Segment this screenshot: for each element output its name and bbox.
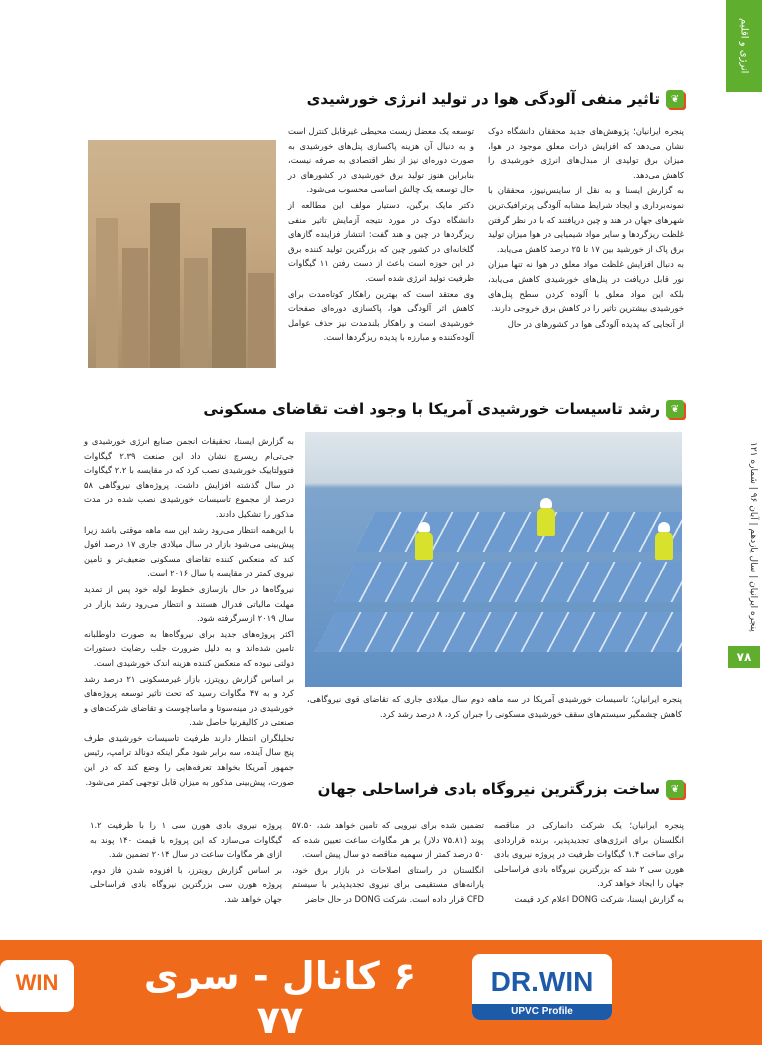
win-brand: WIN <box>15 970 59 995</box>
article3-column-2 <box>292 818 484 908</box>
paragraph: به گزارش ایسنا، شرکت DONG اعلام کرد قیمت <box>514 893 684 904</box>
drwin-logo <box>472 954 612 1020</box>
paragraph: تضمین شده برای نیرویی که تامین خواهد شد، ۵۷.۵۰ پوند (۷۵.۸۱ دلار) بر هر مگاوات ساعت تعیین شده که ۵۰ درصد کمتر از سهمیه مناقصه دو سال پیش است. <box>292 820 484 860</box>
footer-promo: ۶ کانال - سری ۷۷ <box>143 954 417 1042</box>
paragraph: به دنبال افزایش غلظت مواد معلق در هوا نه تنها میزان نور قابل دریافت در پنل‌های خورشیدی کاهش می‌یابد، بلکه این مواد معلق با آلوده کردن سطح پنل‌های خورشیدی بیشترین تاثیر را در کاهش برق خروجی دارند. <box>488 259 684 314</box>
article1-column-left <box>288 124 474 346</box>
article1-title: تاثیر منفی آلودگی هوا در تولید انرژی خورشیدی <box>306 90 660 108</box>
leaf-icon: ❦ <box>666 400 684 418</box>
article2-headline <box>203 400 684 418</box>
win-logo <box>0 960 74 1012</box>
paragraph: پنجره ایرانیان؛ یک شرکت دانمارکی در مناقصه انگلستان برای انرژی‌های تجدیدپذیر، برنده قراردادی برای ساخت ۱.۴ گیگاوات ظرفیت در پروژه نیروی بادی هورن سی ۲ شد که بزرگترین نیروگاه بادی فراساحلی جهان را ایجاد خواهد کرد. <box>494 820 684 889</box>
paragraph: نیروگاه‌ها در حال بازسازی خطوط لوله خود پس از تمدید مهلت مالیاتی فدرال هستند و انتظار می‌رود رشد بازار در سال ۲۰۱۹ ازسرگرفته شود. <box>84 583 294 624</box>
article1-column-right <box>488 124 684 332</box>
smog-city-photo <box>88 140 276 368</box>
paragraph: پنجره ایرانیان؛ پژوهش‌های جدید محققان دانشگاه دوک نشان می‌دهد که افزایش ذرات معلق موجود در هوا، میزان برق تولیدی از مبدل‌های انرژی خورشیدی را کاهش می‌دهد. <box>488 126 684 180</box>
paragraph: به گزارش ایسنا، تحقیقات انجمن صنایع انرژی خورشیدی و جی‌تی‌ام ریسرچ نشان داد این صنعت ۲.۳۹ گیگاوات فتوولتاییک خورشیدی نصب کرد که در مقایسه با ۲.۲ گیگاوات در سال گذشته افزایش داشت. پروژه‌های نیروگاهی ۵۸ درصد از مجموع تاسیسات خورشیدی نصب شده در مدت مذکور را تشکیل دادند. <box>84 436 295 519</box>
article2-column <box>84 434 294 790</box>
drwin-brand: DR.WIN <box>490 966 594 997</box>
article2-title: رشد تاسیسات خورشیدی آمریکا با وجود افت تقاضای مسکونی <box>203 400 660 418</box>
paragraph: بر اساس گزارش رویترز، با افزوده شدن فاز دوم، پروژه هورن سی بزرگترین نیروگاه بادی فراساحلی جهان خواهد شد. <box>90 864 282 904</box>
page-number: ۷۸ <box>728 646 760 668</box>
photo-caption: پنجره ایرانیان؛ تاسیسات خورشیدی آمریکا در سه ماهه دوم سال میلادی جاری که تقاضای قوی نیروگاهی، کاهش چشمگیر سیستم‌های سقف خورشیدی مسکونی را جبران کرد، ۸ درصد رشد کرد. <box>307 694 682 719</box>
paragraph: وی معتقد است که بهترین راهکار کوتاه‌مدت برای کاهش اثر آلودگی هوا، پاکسازی دوره‌ای صفحات خورشیدی است و راهکار بلندمدت نیز حذف عوامل آلوده‌کننده و مبارزه با پدیده ریزگردها است. <box>288 288 474 343</box>
article3-headline <box>318 780 684 798</box>
paragraph: پروژه نیروی بادی هورن سی ۱ را با ظرفیت ۱.۲ گیگاوات می‌سازد که این پروژه با قیمت ۱۴۰ پوند به ازای هر مگاوات ساعت در سال ۲۰۱۴ تضمین شد. <box>90 820 283 860</box>
article3-column-1 <box>494 818 684 908</box>
article1-headline <box>307 90 684 108</box>
section-tab: انرژی و اقلیم <box>726 0 762 92</box>
paragraph: از آنجایی که پدیده آلودگی هوا در کشورهای در حال <box>507 318 684 329</box>
drwin-sub: UPVC Profile <box>472 1004 612 1020</box>
paragraph: با این‌همه انتظار می‌رود رشد این سه ماهه موقتی باشد زیرا پیش‌بینی می‌شود بازار در سال میلادی جاری ۱۷ درصد افول کند که منعکس کننده تقاضای مسکونی ضعیف‌تر و تامین نیروی کمتر در مقایسه با سال ۲۰۱۶ است. <box>84 524 294 579</box>
paragraph: انگلستان در راستای اصلاحات در بازار برق خود، یارانه‌های مستقیمی برای نیروی تجدیدپذیر با سیستم CFD قرار داده است. شرکت DONG در حال حاضر <box>292 864 484 904</box>
article3-column-3 <box>90 818 282 908</box>
paragraph: به گزارش ایسنا و به نقل از ساینس‌نیوز، محققان با نمونه‌برداری و ایجاد شرایط مشابه آلودگی پرترافیک‌ترین شهرهای جهان در هند و چین دریافتند که با در نظر گرفتن غلظت ریزگردها و سایر مواد شیمیایی در هوا میزان تولید برق پاک از خورشید بین ۱۷ تا ۲۵ درصد کاهش می‌یابد. <box>488 185 684 254</box>
issue-info: پنجره ایرانیان | سال یازدهم | آبان ۹۶ | شماره ۱۲۱ <box>748 442 758 632</box>
paragraph: تحلیلگران انتظار دارند ظرفیت تاسیسات خورشیدی طرف پنج سال آینده، سه برابر شود مگر اینکه دونالد ترامپ، رئیس جمهور آمریکا بخواهد تعرفه‌هایی را وضع کند که در این صورت، پیش‌بینی مذکور به میزان قابل توجهی کمتر می‌شود. <box>84 732 294 787</box>
leaf-icon: ❦ <box>666 90 684 108</box>
solar-panels-photo <box>305 432 682 687</box>
paragraph: بر اساس گزارش رویترز، بازار غیرمسکونی ۲۱ درصد رشد کرد و به ۴۷ مگاوات رسید که تحت تاثیر توسعه پروژه‌های خورشیدی در مینه‌سوتا و ماساچوست و تقاضای شرکت‌های و صنعتی در کالیفرنیا حاصل شد. <box>84 673 294 728</box>
paragraph: توسعه یک معضل زیست محیطی غیرقابل کنترل است و به دنبال آن هزینه پاکسازی پنل‌های خورشیدی به صورت دوره‌ای نیز از نظر اقتصادی به صرفه نیست، بنابراین هنوز تولید برق خورشیدی در کشورهای در حال توسعه یک چالش اساسی محسوب می‌شود. <box>288 126 474 195</box>
paragraph: اکثر پروژه‌های جدید برای نیروگاه‌ها به صورت داوطلبانه تامین شده‌اند و به دلیل ضرورت جلب رضایت دستورات دولتی نبوده که منعکس کننده هزینه اندک خورشیدی است. <box>84 628 294 668</box>
article3-title: ساخت بزرگترین نیروگاه بادی فراساحلی جهان <box>317 780 660 798</box>
leaf-icon: ❦ <box>666 780 684 798</box>
paragraph: دکتر مایک برگین، دستیار مولف این مطالعه از دانشگاه دوک در مورد نتیجه آزمایش تاثیر منفی ریزگردها در چین و هند گفت: انتشار فزاینده گازهای گلخانه‌ای در کشور چین که بزرگترین تولید کننده برق در این حوزه است باعث از دست رفتن ۱۱ گیگاوات ظرفیت تولید انرژی شده است. <box>288 199 474 283</box>
